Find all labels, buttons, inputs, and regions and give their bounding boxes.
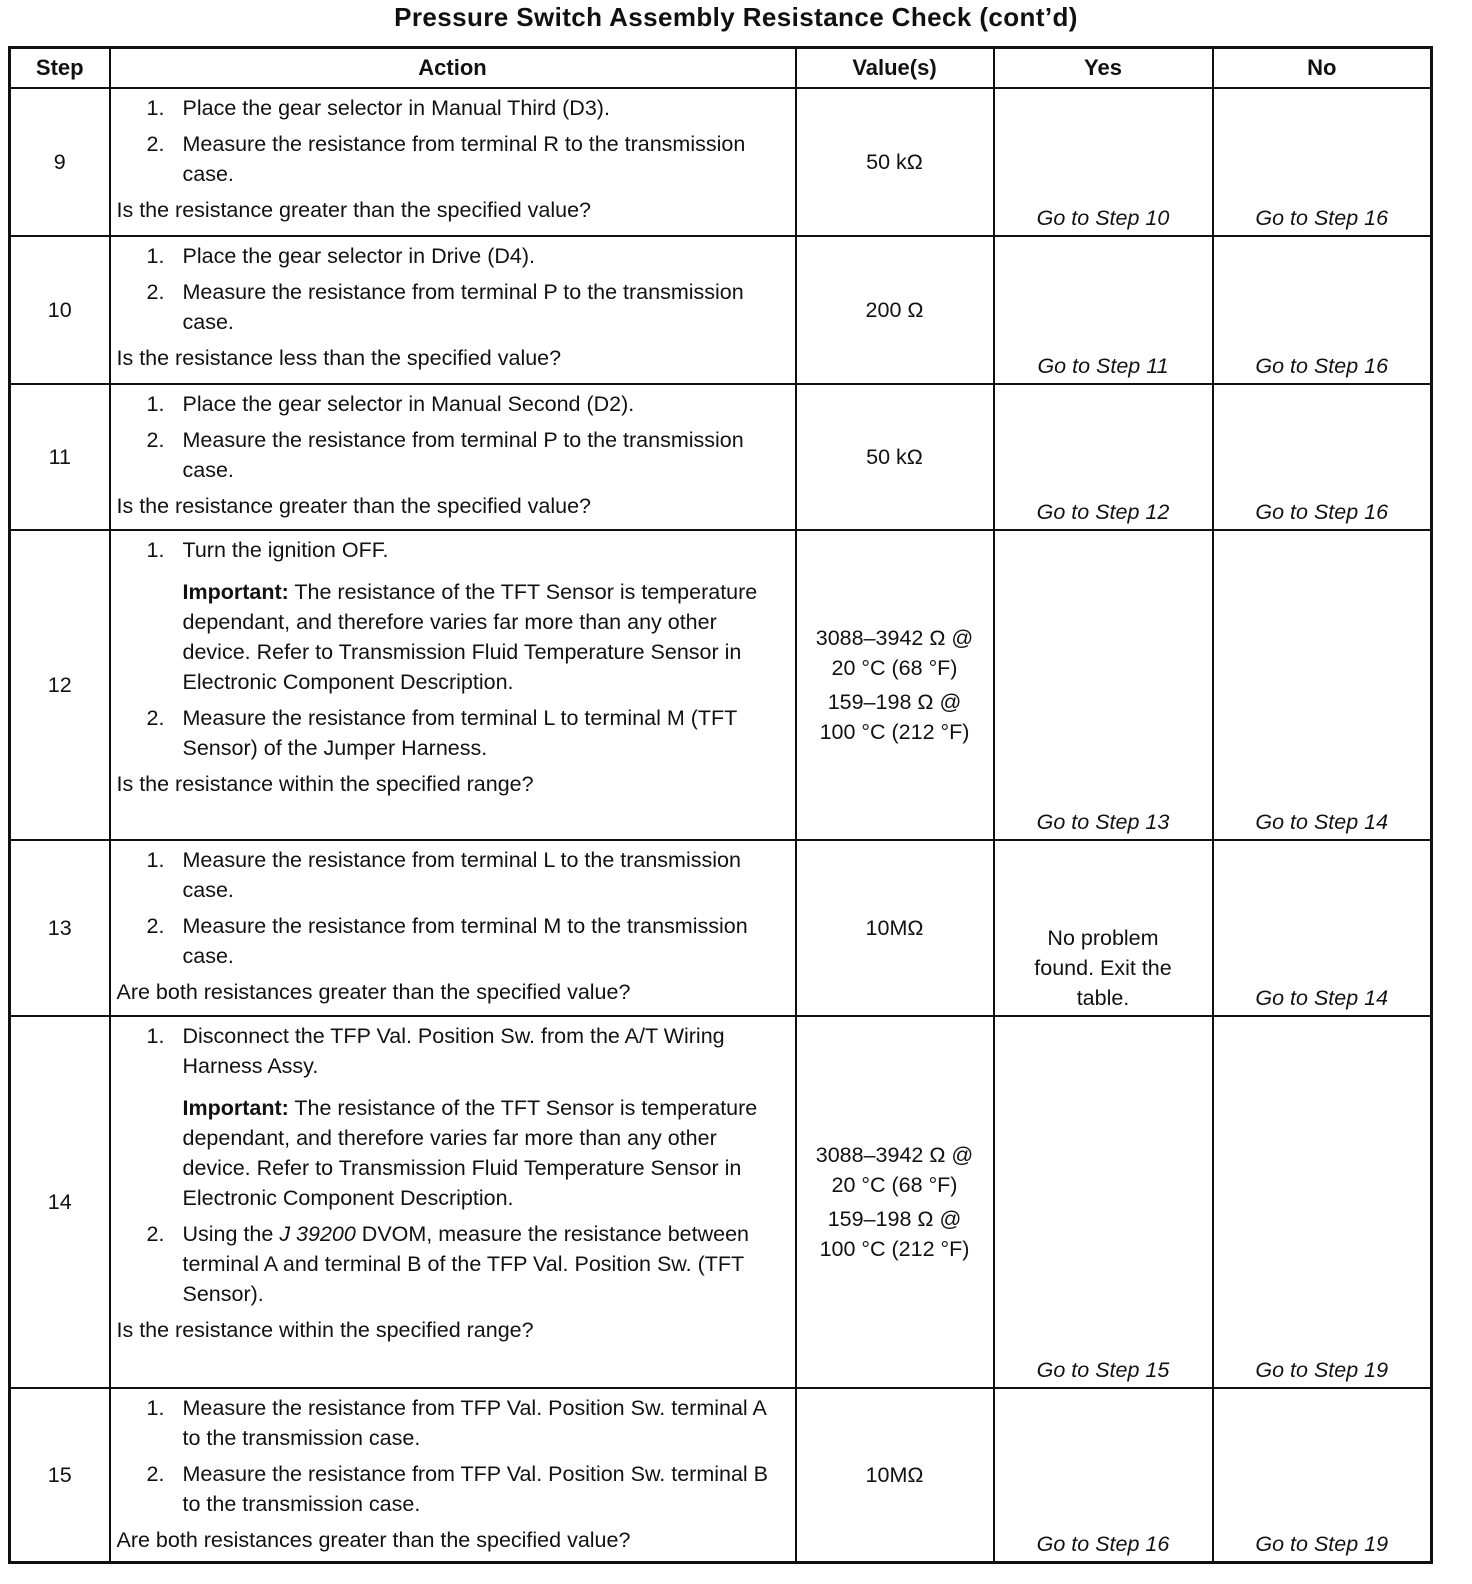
- step-number: 11: [10, 384, 110, 530]
- value-cell: [796, 1016, 994, 1388]
- value-range-ohms: 3088–3942 Ω @: [815, 1143, 974, 1167]
- yes-cell: [994, 1388, 1213, 1562]
- item-text: Disconnect the TFP Val. Position Sw. from the A/T Wiring Harness Assy.: [182, 1024, 725, 1078]
- important-label: Important:: [182, 580, 289, 604]
- item-number: 1.: [146, 848, 165, 872]
- step-number: 13: [10, 840, 110, 1016]
- header-values: Value(s): [796, 48, 994, 89]
- table-row: [10, 88, 1432, 236]
- value-range: [797, 1140, 993, 1200]
- important-note: [183, 577, 789, 697]
- no-cell: [1213, 1388, 1432, 1562]
- item-text: Measure the resistance from terminal L to the transmission case.: [182, 848, 741, 902]
- item-text: Measure the resistance from TFP Val. Position Sw. terminal B to the transmission case.: [182, 1462, 769, 1516]
- action-item: [117, 845, 789, 905]
- page-title: Pressure Switch Assembly Resistance Check (cont’d): [394, 2, 1078, 32]
- item-number: 2.: [146, 132, 165, 156]
- important-text: The resistance of the TFT Sensor is temperature dependant, and therefore varies far more than any other device. Refer to Transmission Fluid Temperature Sensor in Electronic Component Description.: [182, 1096, 758, 1210]
- table-row: [10, 236, 1432, 384]
- action-item: [117, 1459, 789, 1519]
- value-range: [797, 687, 993, 747]
- action-cell: [110, 1388, 796, 1562]
- yes-cell: [994, 88, 1213, 236]
- item-number: 1.: [146, 1396, 165, 1420]
- yes-goto: Go to Step 10: [1036, 206, 1170, 230]
- action-question: Is the resistance less than the specified value?: [116, 346, 562, 370]
- action-item: [117, 93, 789, 123]
- table-row: [10, 1016, 1432, 1388]
- action-list: [117, 389, 789, 485]
- no-goto: Go to Step 19: [1255, 1531, 1389, 1556]
- action-cell: [110, 88, 796, 236]
- item-number: 1.: [146, 244, 165, 268]
- yes-text-line: No problem: [1047, 926, 1159, 950]
- value-range-ohms: 159–198 Ω @: [827, 690, 962, 714]
- diagnostic-table: [8, 46, 1433, 1564]
- item-number: 2.: [146, 280, 165, 304]
- action-question: Is the resistance greater than the specified value?: [116, 198, 591, 222]
- action-item: [117, 535, 789, 697]
- item-number: 1.: [146, 538, 165, 562]
- action-question: Is the resistance within the specified range?: [116, 772, 534, 796]
- table-row: [10, 384, 1432, 530]
- value-range-ohms: 3088–3942 Ω @: [815, 626, 974, 650]
- value-cell: 50 kΩ: [796, 88, 994, 236]
- no-goto: Go to Step 16: [1255, 500, 1389, 524]
- yes-cell: [994, 236, 1213, 384]
- action-item: [117, 389, 789, 419]
- yes-cell: [994, 530, 1213, 840]
- yes-cell: [994, 840, 1213, 1016]
- step-number: 9: [10, 88, 110, 236]
- yes-cell: [994, 1016, 1213, 1388]
- item-number: 2.: [146, 428, 165, 452]
- header-yes: Yes: [994, 48, 1213, 89]
- item-text-pre: Using the: [182, 1222, 280, 1246]
- no-goto: Go to Step 19: [1255, 1358, 1389, 1382]
- yes-text-line: found. Exit the: [1034, 956, 1172, 980]
- header-step: Step: [10, 48, 110, 89]
- important-note: [183, 1093, 789, 1213]
- action-item: [117, 277, 789, 337]
- action-cell: [110, 530, 796, 840]
- yes-goto: Go to Step 11: [1037, 354, 1169, 378]
- action-item: [117, 1393, 789, 1453]
- no-goto: Go to Step 14: [1255, 986, 1389, 1010]
- action-question: Are both resistances greater than the specified value?: [116, 1528, 631, 1552]
- item-text-post: DVOM, measure the resistance between terminal A and terminal B of the TFP Val. Position Sw. (TFT Sensor).: [182, 1222, 749, 1306]
- action-question: Is the resistance greater than the specified value?: [116, 494, 591, 518]
- action-item: [117, 241, 789, 271]
- item-text: Measure the resistance from terminal R to the transmission case.: [182, 132, 746, 186]
- step-number: 15: [10, 1388, 110, 1562]
- no-cell: [1213, 1016, 1432, 1388]
- step-number: 14: [10, 1016, 110, 1388]
- table-header-row: [10, 48, 1432, 89]
- value-range-temp: 20 °C (68 °F): [831, 656, 958, 680]
- no-cell: [1213, 384, 1432, 530]
- action-item: [117, 703, 789, 763]
- important-label: Important:: [182, 1096, 289, 1120]
- table-row: [10, 1388, 1432, 1562]
- step-number: 12: [10, 530, 110, 840]
- action-list: [117, 1393, 789, 1519]
- action-cell: [110, 840, 796, 1016]
- item-number: 1.: [146, 1024, 165, 1048]
- table-row: [10, 530, 1432, 840]
- item-text: Measure the resistance from terminal P to the transmission case.: [182, 280, 744, 334]
- no-goto: Go to Step 16: [1255, 206, 1389, 230]
- item-number: 2.: [146, 914, 165, 938]
- value-cell: 200 Ω: [796, 236, 994, 384]
- action-question: Is the resistance within the specified range?: [116, 1318, 534, 1342]
- important-text: The resistance of the TFT Sensor is temperature dependant, and therefore varies far more than any other device. Refer to Transmission Fluid Temperature Sensor in Electronic Component Description.: [182, 580, 758, 694]
- action-cell: [110, 236, 796, 384]
- action-list: [117, 93, 789, 189]
- yes-text-line: table.: [1076, 986, 1130, 1010]
- value-cell: [796, 530, 994, 840]
- item-number: 2.: [146, 706, 165, 730]
- action-cell: [110, 1016, 796, 1388]
- item-text: Turn the ignition OFF.: [182, 538, 389, 562]
- item-number: 2.: [146, 1222, 165, 1246]
- no-cell: [1213, 236, 1432, 384]
- value-range-temp: 20 °C (68 °F): [831, 1173, 958, 1197]
- no-cell: [1213, 530, 1432, 840]
- yes-goto: Go to Step 15: [1036, 1358, 1170, 1382]
- table-row: [10, 840, 1432, 1016]
- step-number: 10: [10, 236, 110, 384]
- action-item: [117, 911, 789, 971]
- action-item: [117, 425, 789, 485]
- action-item: [117, 1021, 789, 1213]
- item-number: 2.: [146, 1462, 165, 1486]
- no-cell: [1213, 88, 1432, 236]
- action-question: Are both resistances greater than the specified value?: [116, 980, 631, 1004]
- yes-cell: [994, 384, 1213, 530]
- action-list: [117, 1021, 789, 1309]
- no-cell: [1213, 840, 1432, 1016]
- value-cell: 50 kΩ: [796, 384, 994, 530]
- item-number: 1.: [146, 96, 165, 120]
- no-goto: Go to Step 16: [1255, 354, 1389, 378]
- item-number: 1.: [146, 392, 165, 416]
- action-item: [117, 129, 789, 189]
- item-text: Place the gear selector in Manual Third (D3).: [182, 96, 610, 120]
- value-range-temp: 100 °C (212 °F): [819, 720, 970, 744]
- yes-goto: Go to Step 16: [1036, 1531, 1170, 1556]
- action-list: [117, 845, 789, 971]
- item-text: Measure the resistance from terminal L to terminal M (TFT Sensor) of the Jumper Harness.: [182, 706, 737, 760]
- value-range: [797, 1204, 993, 1264]
- value-range-temp: 100 °C (212 °F): [819, 1237, 970, 1261]
- value-cell: 10MΩ: [796, 1388, 994, 1562]
- action-list: [117, 241, 789, 337]
- action-list: [117, 535, 789, 763]
- no-goto: Go to Step 14: [1255, 810, 1389, 834]
- item-text: Place the gear selector in Manual Second (D2).: [182, 392, 635, 416]
- value-range-ohms: 159–198 Ω @: [827, 1207, 962, 1231]
- header-no: No: [1213, 48, 1432, 89]
- yes-goto: Go to Step 13: [1036, 810, 1170, 834]
- item-text: Measure the resistance from terminal M to the transmission case.: [182, 914, 748, 968]
- action-item: [117, 1219, 789, 1309]
- yes-goto: Go to Step 12: [1036, 500, 1170, 524]
- item-text: Measure the resistance from TFP Val. Position Sw. terminal A to the transmission case.: [182, 1396, 766, 1450]
- tool-name: J 39200: [279, 1222, 356, 1246]
- value-cell: 10MΩ: [796, 840, 994, 1016]
- action-cell: [110, 384, 796, 530]
- item-text: Place the gear selector in Drive (D4).: [182, 244, 536, 268]
- item-text: Measure the resistance from terminal P to the transmission case.: [182, 428, 744, 482]
- header-action: Action: [110, 48, 796, 89]
- value-range: [797, 623, 993, 683]
